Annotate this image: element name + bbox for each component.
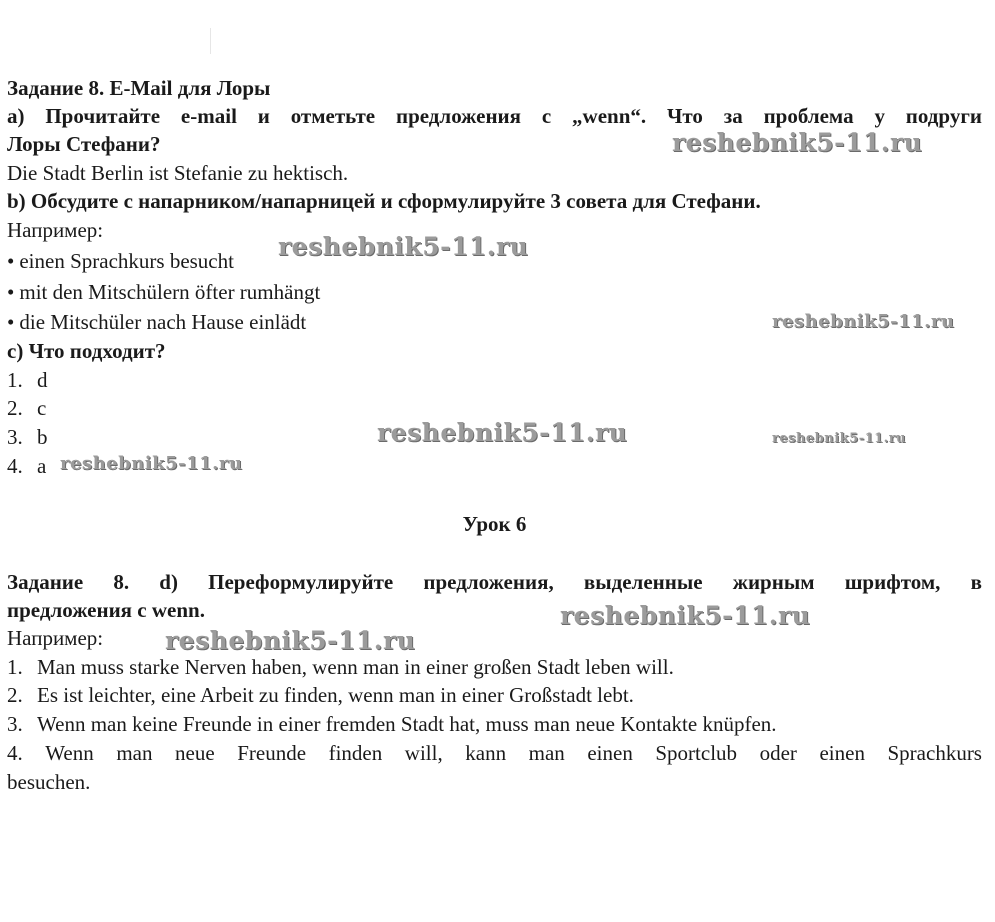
word: 8. (113, 570, 130, 594)
word: и (257, 104, 270, 128)
word: в (970, 570, 982, 594)
scan-artifact (210, 28, 211, 54)
word: у (874, 104, 885, 128)
word: выделенные (583, 570, 703, 594)
section-a-heading: Задание 8. E-Mail для Лоры (7, 76, 271, 100)
list-item: • die Mitschüler nach Hause einlädt (7, 310, 307, 334)
word: за (723, 104, 743, 128)
word: Sprachkurs (887, 741, 982, 765)
word: жирным (732, 570, 815, 594)
word: man (528, 741, 565, 765)
word: man (116, 741, 153, 765)
match-row: 4. a (7, 454, 47, 478)
word: Wenn (45, 741, 94, 765)
word: einen (819, 741, 865, 765)
word: с (541, 104, 552, 128)
watermark: reshebnik5-11.ru (377, 418, 628, 447)
match-row: 3. b (7, 425, 48, 449)
word: предложения, (423, 570, 554, 594)
sentence-row: 1. Man muss starke Nerven haben, wenn man in einer großen Stadt leben will. (7, 655, 674, 679)
watermark: reshebnik5-11.ru (560, 601, 811, 630)
list-item: • einen Sprachkurs besucht (7, 249, 234, 273)
word: Sportclub (655, 741, 738, 765)
word: a) (7, 104, 25, 128)
word: kann (465, 741, 507, 765)
bullet-icon: • (7, 249, 15, 273)
watermark: reshebnik5-11.ru (60, 453, 243, 474)
watermark: reshebnik5-11.ru (772, 431, 907, 446)
word: finden (328, 741, 383, 765)
sentence-4-line2: besuchen. (7, 770, 91, 794)
match-row: 1. d (7, 368, 48, 392)
list-item: • mit den Mitschülern öfter rumhängt (7, 280, 321, 304)
word: neue (175, 741, 215, 765)
word: проблема (763, 104, 854, 128)
sentence-4-line1 (7, 739, 982, 767)
word: Задание (7, 570, 84, 594)
match-row: 2. c (7, 396, 47, 420)
watermark: reshebnik5-11.ru (165, 626, 416, 655)
word: „wenn“. (572, 104, 647, 128)
word: шрифтом, (844, 570, 941, 594)
word: oder (759, 741, 797, 765)
word: Переформулируйте (208, 570, 394, 594)
word: подруги (905, 104, 982, 128)
word: d) (159, 570, 178, 594)
task-d-line2: предложения с wenn. (7, 598, 205, 622)
bullet-icon: • (7, 280, 15, 304)
task-a-line1 (7, 102, 982, 130)
word: 4. (7, 741, 23, 765)
word: Freunde (237, 741, 307, 765)
watermark: reshebnik5-11.ru (772, 311, 955, 332)
sentence-row: 2. Es ist leichter, eine Arbeit zu finden, wenn man in einer Großstadt lebt. (7, 683, 634, 707)
example-label: Например: (7, 218, 104, 242)
word: отметьте (290, 104, 376, 128)
task-b: b) Обсудите с напарником/напарницей и сформулируйте 3 совета для Стефани. (7, 189, 761, 213)
lesson-title: Урок 6 (462, 512, 527, 536)
word: предложения (395, 104, 522, 128)
word: will, (404, 741, 443, 765)
task-d-line1 (7, 568, 982, 596)
task-c: с) Что подходит? (7, 339, 166, 363)
bullet-icon: • (7, 310, 15, 334)
example-label: Например: (7, 626, 104, 650)
watermark: reshebnik5-11.ru (672, 128, 923, 157)
word: e-mail (180, 104, 237, 128)
word: Что (666, 104, 703, 128)
word: Прочитайте (45, 104, 161, 128)
watermark: reshebnik5-11.ru (278, 232, 529, 261)
answer-a: Die Stadt Berlin ist Stefanie zu hektisch. (7, 161, 349, 185)
sentence-row: 3. Wenn man keine Freunde in einer fremden Stadt hat, muss man neue Kontakte knüpfen. (7, 712, 777, 736)
task-a-line2: Лоры Стефани? (7, 132, 161, 156)
word: einen (587, 741, 633, 765)
